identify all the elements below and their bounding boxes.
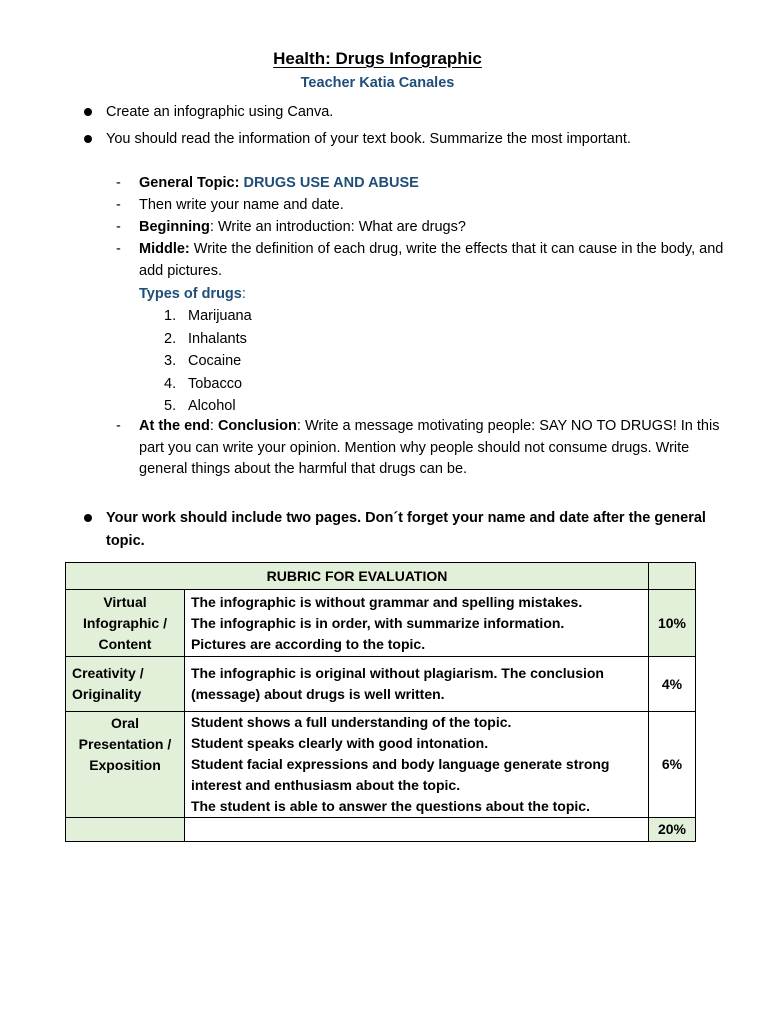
description-cell: [184, 657, 648, 712]
dash-icon: -: [116, 418, 121, 434]
middle-text: Write the definition of each drug, write the effects that it can cause in the body, and add pictures.: [139, 241, 724, 279]
dash-icon: -: [116, 197, 121, 213]
description-cell: [184, 712, 648, 818]
end-item: [116, 416, 726, 481]
percent-cell: 10%: [649, 590, 696, 657]
drug-name: Marijuana: [188, 308, 252, 324]
description-line: Pictures are according to the topic.: [190, 635, 426, 652]
criterion-cell: Virtual Infographic / Content: [66, 590, 185, 657]
title-text: Health: Drugs Infographic: [273, 49, 482, 68]
drug-name: Cocaine: [188, 353, 242, 369]
percent-cell: 6%: [649, 712, 696, 818]
list-number: 1.: [164, 308, 177, 324]
page-title: [0, 48, 755, 70]
final-note: [84, 507, 734, 553]
general-topic-item: [116, 173, 726, 195]
conclusion-label: Conclusion: [217, 418, 297, 434]
table-row: [66, 657, 696, 712]
drug-name: Alcohol: [188, 398, 236, 414]
description-line: The infographic is original without plagiarism. The conclusion (message) about drugs is well written.: [190, 665, 604, 702]
general-topic-value: DRUGS USE AND ABUSE: [243, 175, 419, 191]
list-number: 4.: [164, 375, 177, 392]
description-line: The infographic is in order, with summarize information.: [190, 614, 565, 631]
drug-name: Inhalants: [188, 330, 247, 347]
dash-icon: -: [116, 219, 121, 235]
description-line: Student shows a full understanding of the topic.: [190, 714, 512, 730]
beginning-item: [116, 217, 726, 239]
description-line: Student speaks clearly with good intonation.: [190, 735, 489, 751]
types-colon: :: [241, 286, 246, 302]
dash-icon: -: [116, 241, 121, 257]
final-note-text: Your work should include two pages. Don´t forget your name and date after the general topic.: [106, 510, 706, 549]
table-row: [66, 563, 696, 590]
list-item: [164, 373, 252, 396]
bullet-dot-icon: [84, 514, 92, 522]
criterion-cell: Creativity / Originality: [66, 657, 185, 712]
description-line: The student is able to answer the questions about the topic.: [190, 798, 590, 814]
criterion-cell: Oral Presentation / Exposition: [66, 712, 185, 818]
description-line: Student facial expressions and body language generate strong interest and enthusiasm about the topic.: [190, 756, 610, 793]
rubric-heading: RUBRIC FOR EVALUATION: [66, 563, 649, 590]
list-item: [164, 305, 252, 328]
list-item: [164, 328, 252, 351]
bullet-dot-icon: [84, 108, 92, 116]
table-row: [66, 712, 696, 818]
list-item: [164, 350, 252, 373]
description-line: The infographic is without grammar and spelling mistakes.: [190, 593, 583, 610]
rubric-table: [65, 562, 696, 842]
types-label: Types of drugs: [139, 286, 242, 302]
teacher-name: Teacher Katia Canales: [300, 75, 455, 91]
beginning-text: : Write an introduction: What are drugs?: [209, 219, 466, 235]
bullet-item: [84, 101, 724, 123]
bullet-text: Create an infographic using Canva.: [106, 104, 334, 120]
table-cell: [66, 818, 185, 842]
end-separator: :: [209, 418, 218, 434]
table-row: [66, 818, 696, 842]
list-item: [164, 395, 252, 418]
drug-list: [164, 305, 252, 418]
types-of-drugs-heading: [139, 283, 246, 305]
list-number: 5.: [164, 398, 177, 414]
bullet-dot-icon: [84, 135, 92, 143]
table-cell: [184, 818, 648, 842]
table-cell: [649, 563, 696, 590]
list-number: 3.: [164, 353, 177, 369]
name-date-item: [116, 195, 726, 217]
table-row: [66, 590, 696, 657]
bullet-item: [84, 128, 724, 150]
end-label: At the end: [139, 418, 210, 434]
description-cell: [184, 590, 648, 657]
total-percent-cell: 20%: [649, 818, 696, 842]
conclusion-text: : Write a message motivating people: SAY NO TO DRUGS! In this part you can write your opinion. Mention why people should not consume drugs. Write general things about the harmful that drugs can be.: [139, 418, 720, 477]
dash-icon: -: [116, 175, 121, 191]
general-topic-label: General Topic:: [139, 175, 240, 191]
middle-label: Middle:: [139, 241, 190, 257]
bullet-text: You should read the information of your text book. Summarize the most important.: [106, 131, 631, 147]
middle-item: [116, 239, 726, 282]
name-date-text: Then write your name and date.: [139, 197, 344, 213]
beginning-label: Beginning: [139, 219, 210, 235]
drug-name: Tobacco: [188, 375, 243, 392]
list-number: 2.: [164, 330, 177, 347]
percent-cell: 4%: [649, 657, 696, 712]
